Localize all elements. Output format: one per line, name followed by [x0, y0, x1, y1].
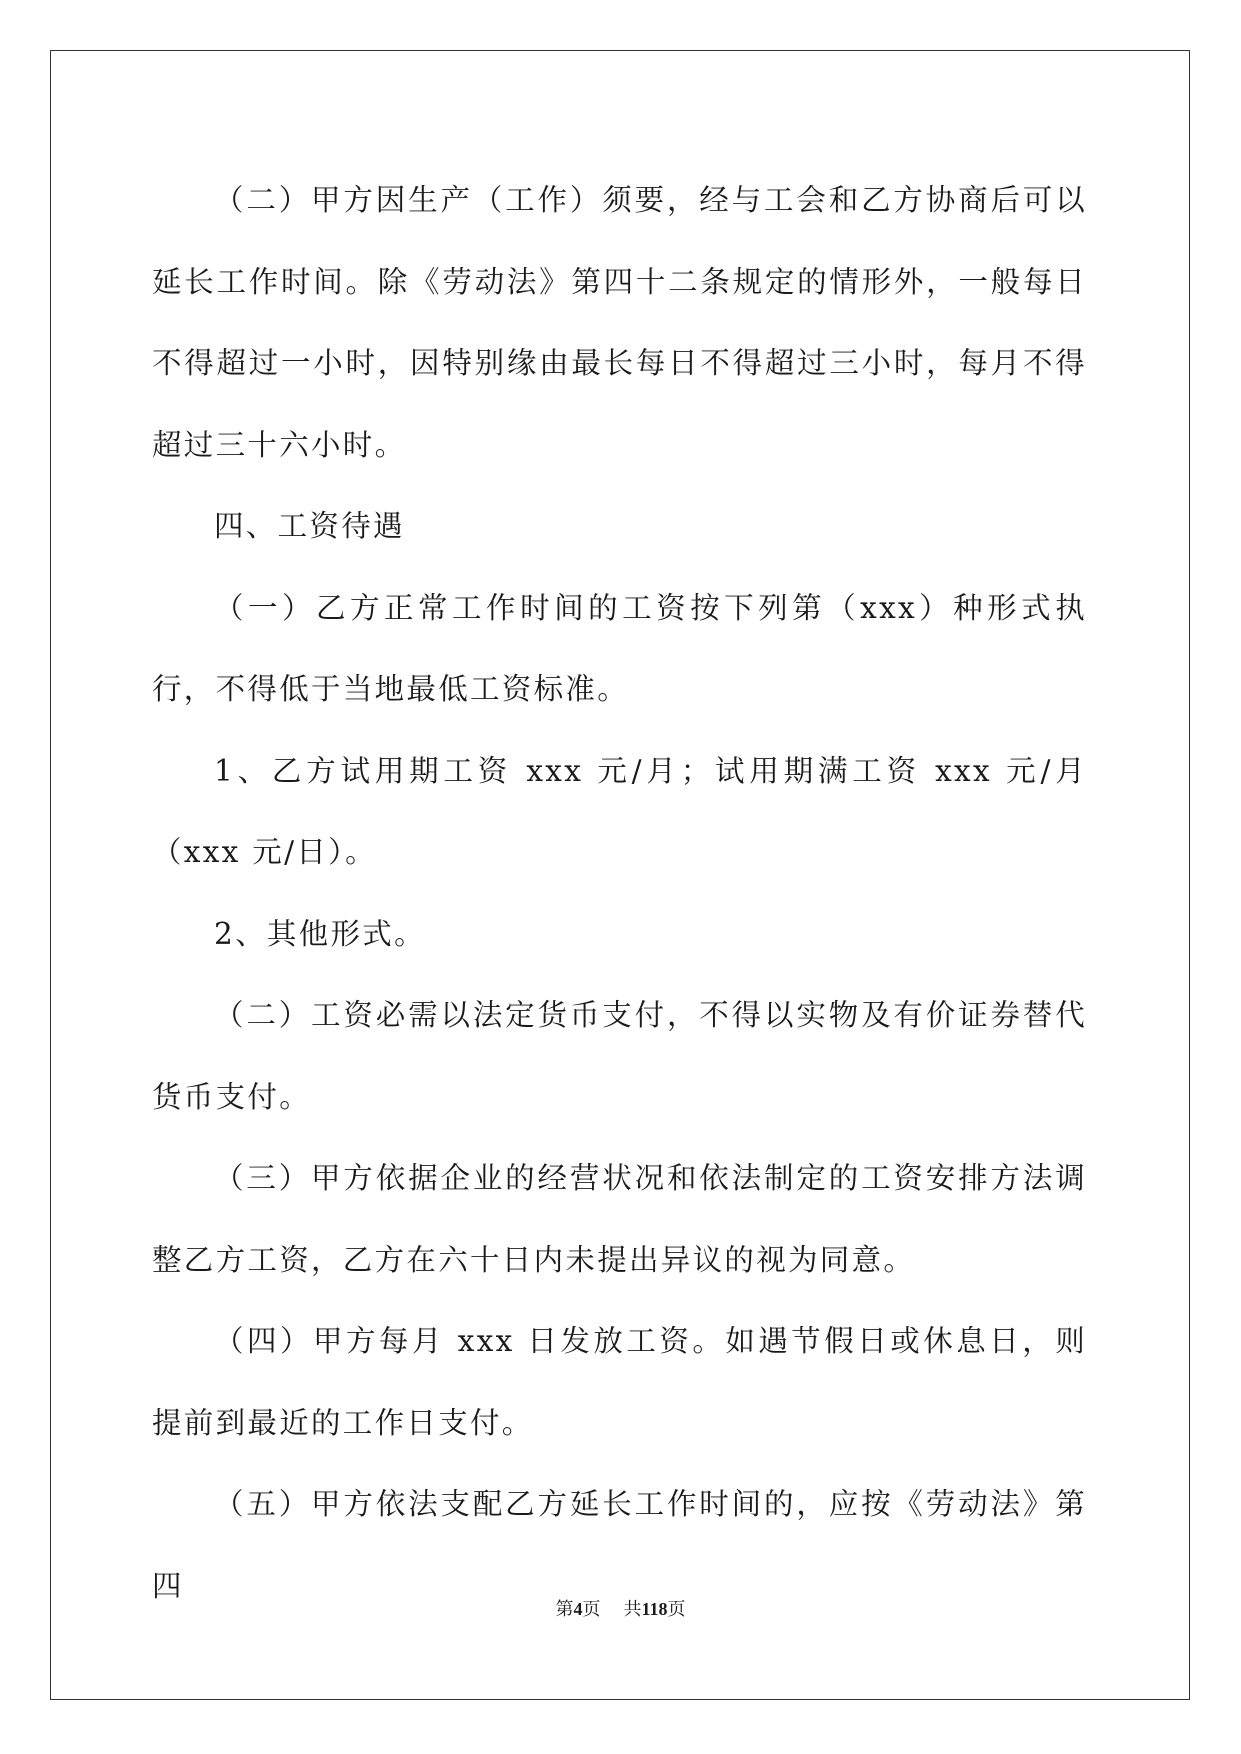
footer-total-pages: 118	[641, 1599, 668, 1619]
paragraph-wage-adjustment: （三）甲方依据企业的经营状况和依法制定的工资安排方法调整乙方工资，乙方在六十日内未提出异议的视为同意。	[152, 1161, 1087, 1277]
paragraph-currency-payment: （二）工资必需以法定货币支付，不得以实物及有价证券替代货币支付。	[152, 998, 1087, 1114]
paragraph-payday: （四）甲方每月 xxx 日发放工资。如遇节假日或休息日，则提前到最近的工作日支付。	[152, 1324, 1087, 1440]
footer-total-suffix: 页	[667, 1599, 686, 1620]
footer-page-suffix: 页	[582, 1599, 601, 1620]
footer-prefix: 第	[555, 1599, 574, 1620]
paragraph-wage-form: （一）乙方正常工作时间的工资按下列第（xxx）种形式执行，不得低于当地最低工资标准。	[152, 590, 1087, 706]
footer-page-number: 4	[573, 1599, 583, 1619]
section-heading-wages: 四、工资待遇	[214, 509, 405, 543]
paragraph-overtime-pay: （五）甲方依法支配乙方延长工作时间的，应按《劳动法》第四	[152, 1487, 1087, 1603]
page-footer	[0, 1597, 1241, 1622]
paragraph-overtime-limit: （二）甲方因生产（工作）须要，经与工会和乙方协商后可以延长工作时间。除《劳动法》第四十二条规定的情形外，一般每日不得超过一小时，因特别缘由最长每日不得超过三小时，每月不得超过三十六小时。	[152, 183, 1087, 462]
paragraph-probation-wage: 1、乙方试用期工资 xxx 元/月；试用期满工资 xxx 元/月（xxx 元/日）。	[152, 753, 1087, 869]
footer-total-prefix: 共	[623, 1599, 642, 1620]
paragraph-other-form: 2、其他形式。	[214, 916, 426, 951]
document-body	[152, 160, 1087, 1627]
